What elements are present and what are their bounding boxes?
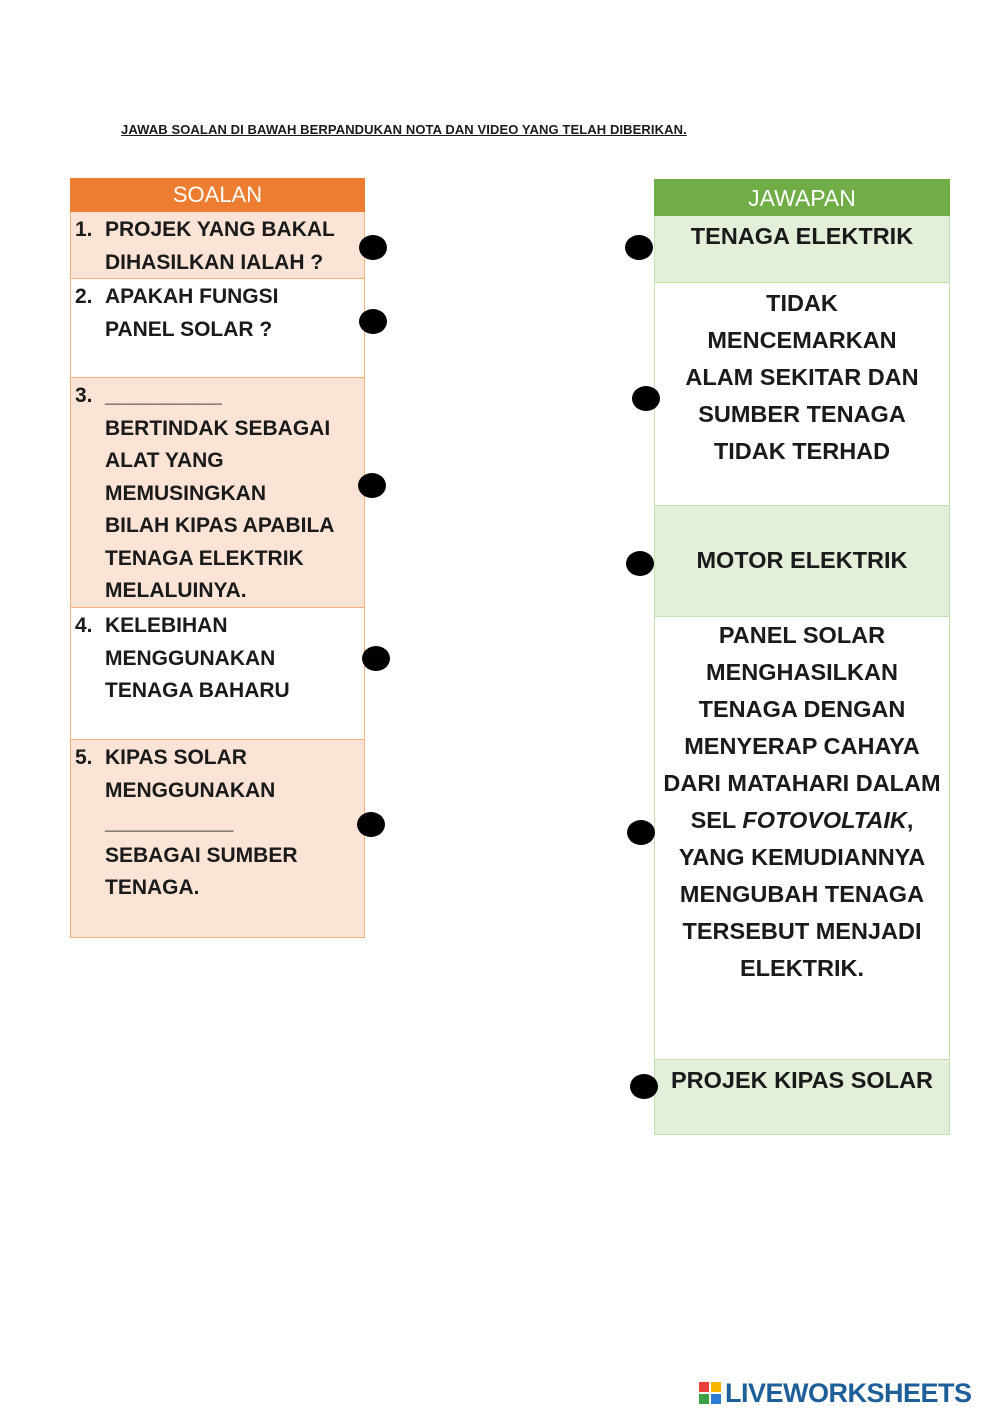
question-text: __________ BERTINDAK SEBAGAI ALAT YANG MEMUSINGKAN BILAH KIPAS APABILA TENAGA ELEKTRIK MELALUINYA. [105, 384, 335, 602]
question-4-match-dot[interactable] [362, 646, 390, 671]
question-number: 3. [75, 384, 93, 407]
logo-text: LIVEWORKSHEETS [725, 1377, 972, 1408]
question-1-match-dot[interactable] [359, 235, 387, 260]
answer-2 [654, 283, 950, 506]
answer-5-match-dot[interactable] [630, 1074, 658, 1099]
answer-text: PANEL SOLAR MENGHASILKAN TENAGA DENGAN MENYERAP CAHAYA DARI MATAHARI DALAM SEL [663, 622, 941, 833]
answer-3 [654, 506, 950, 617]
answer-1 [654, 216, 950, 283]
liveworksheets-logo [698, 1377, 972, 1409]
question-number: 5. [75, 746, 93, 769]
question-1 [70, 212, 365, 279]
answer-text: TENAGA ELEKTRIK [690, 223, 914, 249]
question-number: 1. [75, 218, 93, 241]
question-2-match-dot[interactable] [359, 309, 387, 334]
answer-text: TIDAK MENCEMARKAN ALAM SEKITAR DAN SUMBER TENAGA TIDAK TERHAD [685, 290, 919, 464]
answer-text: MOTOR ELEKTRIK [696, 547, 908, 573]
answer-4-match-dot[interactable] [627, 820, 655, 845]
answer-text: PROJEK KIPAS SOLAR [670, 1067, 934, 1093]
question-2 [70, 279, 365, 378]
question-text: PROJEK YANG BAKAL DIHASILKAN IALAH ? [105, 218, 335, 274]
answer-2-match-dot[interactable] [632, 386, 660, 411]
question-4 [70, 608, 365, 740]
answer-5 [654, 1060, 950, 1135]
logo-square [698, 1393, 710, 1405]
question-5 [70, 740, 365, 938]
answer-text: , YANG KEMUDIANNYA MENGUBAH TENAGA TERSEBUT MENJADI ELEKTRIK. [678, 807, 926, 981]
instruction-text: JAWAB SOALAN DI BAWAH BERPANDUKAN NOTA DAN VIDEO YANG TELAH DIBERIKAN. [121, 122, 687, 137]
question-text: KELEBIHAN MENGGUNAKAN TENAGA BAHARU [105, 614, 290, 702]
answer-text-italic: FOTOVOLTAIK [742, 807, 907, 833]
question-5-match-dot[interactable] [357, 812, 385, 837]
liveworksheets-icon [698, 1381, 722, 1405]
logo-square [710, 1393, 722, 1405]
answer-3-match-dot[interactable] [626, 551, 654, 576]
questions-table [70, 178, 365, 899]
answers-table [654, 179, 950, 1093]
answers-header: JAWAPAN [654, 179, 950, 216]
question-3 [70, 378, 365, 608]
logo-square [698, 1381, 710, 1393]
questions-header: SOALAN [70, 178, 365, 212]
question-number: 2. [75, 285, 93, 308]
answer-1-match-dot[interactable] [625, 235, 653, 260]
answer-4 [654, 617, 950, 1060]
question-3-match-dot[interactable] [358, 473, 386, 498]
question-text: APAKAH FUNGSI PANEL SOLAR ? [105, 285, 279, 341]
logo-square [710, 1381, 722, 1393]
question-text: KIPAS SOLAR MENGGUNAKAN ___________ SEBAGAI SUMBER TENAGA. [105, 746, 298, 899]
question-number: 4. [75, 614, 93, 637]
